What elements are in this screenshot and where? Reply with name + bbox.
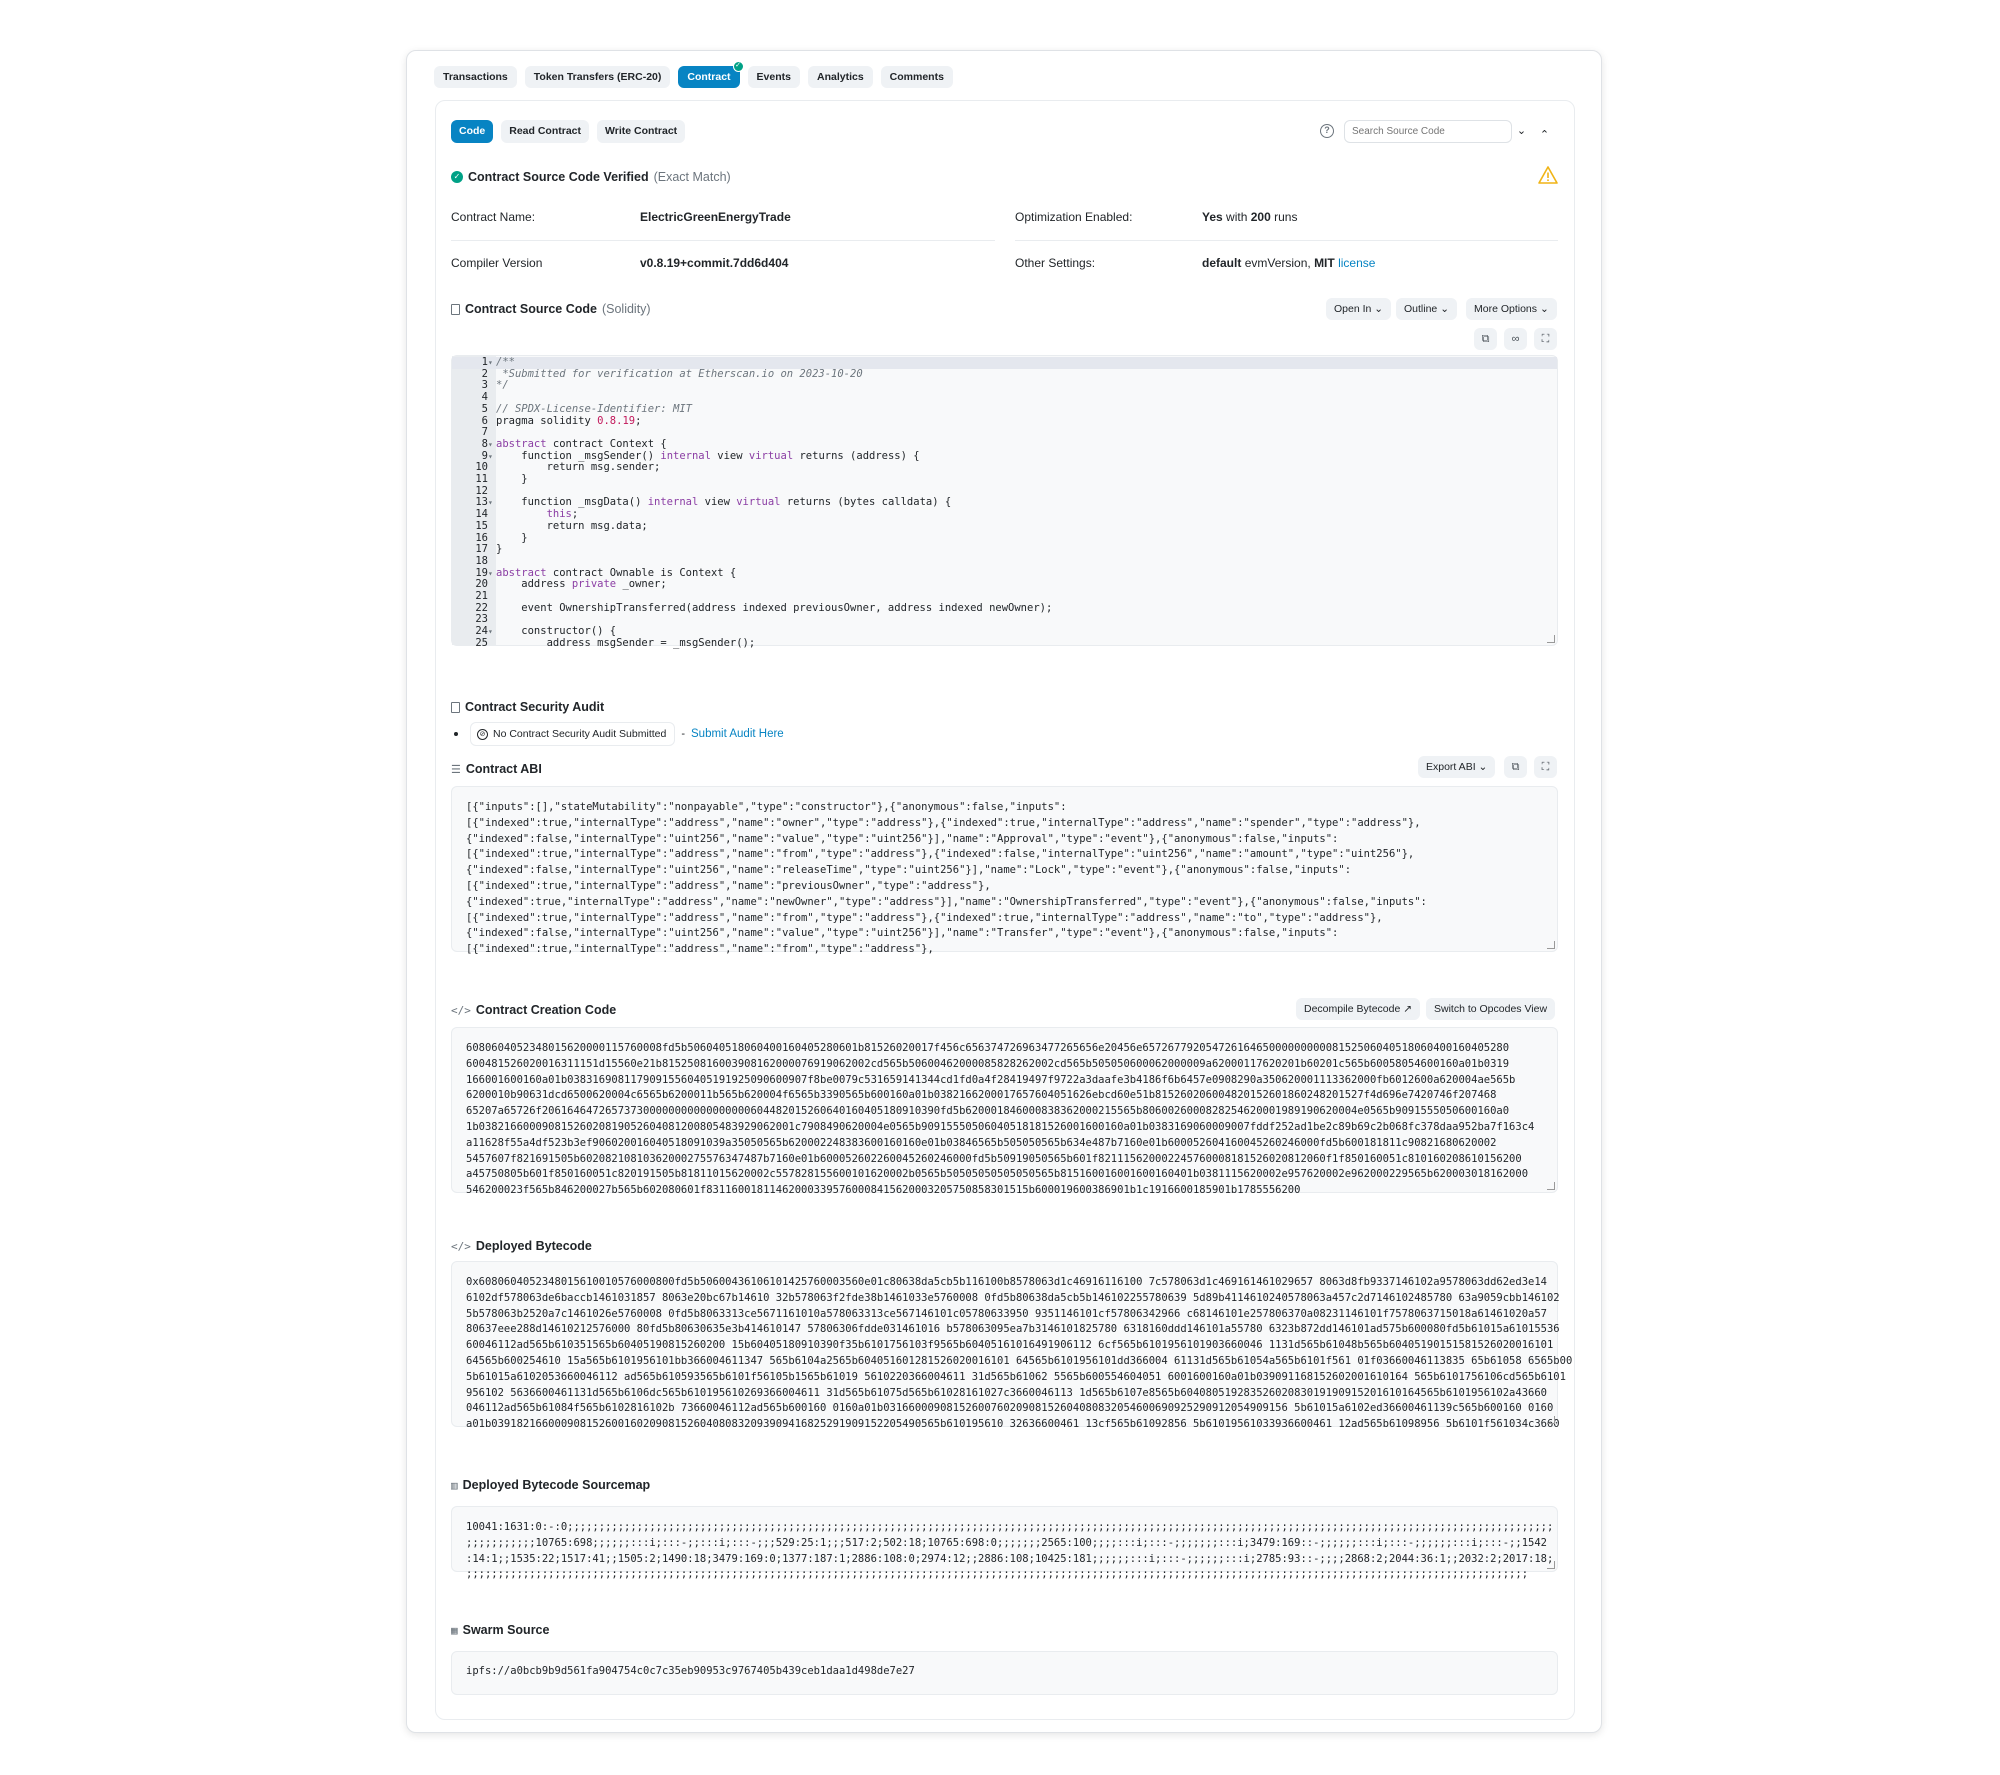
source-code-editor[interactable] [451, 355, 1558, 649]
contract-abi-title-text: Contract ABI [465, 762, 542, 776]
fold-spacer [488, 462, 496, 474]
line-number: 15 [475, 519, 488, 532]
line-number: 24 [475, 625, 488, 638]
sourcemap-textarea[interactable] [451, 1506, 1558, 1581]
fold-spacer [488, 533, 496, 545]
optimization-runs-suffix: runs [1274, 210, 1298, 224]
code-text: } [496, 543, 503, 556]
abi-line: [{"indexed":true,"internalType":"address","name":"from","type":"address"},{"indexed":false,"internalType":"uint256","name":"amount","type":"uint256"}, [466, 848, 1415, 861]
verified-status [451, 170, 731, 184]
deployed-bytecode-line: 64565b600254610 15a565b6101956101bb366004611347 565b6104a2565b604051601281526020016101 64565b6101956101dd366004 61131d565b61054a565b6101f561 01f03660046113835 65b61058 6565b00 [466, 1354, 1573, 1367]
code-text: function _msgSender() internal view virtual returns (address) { [496, 449, 920, 462]
fold-spacer [488, 392, 496, 404]
deployed-bytecode-line: 956102 5636600461131d565b6106dc565b610195610269366004611 31d565b61075d565b61028161027c3660046113 1d565b6107e8565b60408051928352602083019190915201610164565b6101956102a43660 [466, 1386, 1547, 1399]
code-text: event OwnershipTransferred(address indexed previousOwner, address indexed newOwner); [496, 601, 1053, 614]
audit-dash: - [681, 728, 686, 740]
external-link-icon: ↗ [1403, 1003, 1413, 1015]
code-line [452, 380, 1557, 392]
creation-code-title-text: Contract Creation Code [475, 1003, 617, 1017]
line-number: 10 [475, 461, 488, 474]
optimization-label: Optimization Enabled: [1015, 210, 1133, 224]
submit-audit-link[interactable]: Submit Audit Here [691, 728, 784, 740]
decompile-label: Decompile Bytecode [1304, 1003, 1401, 1015]
deployed-bytecode-line: 0x6080604052348015610010576000800fd5b50600436106101425760003560e01c80638da5cb5b116100b8578063d1c46916116100 7c578063d1c469161461029657 8063d8fb9337146102a9578063dd62ed3e14 [466, 1276, 1547, 1288]
main-tabs [434, 62, 953, 88]
code-text: */ [496, 379, 509, 392]
sourcemap-line: 10041:1631:0:-:0;;;;;;;;;;;;;;;;;;;;;;;;;;;;;;;;;;;;;;;;;;;;;;;;;;;;;;;;;;;;;;;;;;;;;;;;;;;;;;;;;;;;;;;;;;;;;;;;;;;;;;;;;;;;;;;;;;;;;;;;;;;;;;;;;;;;;;;;;;;;;;;;;;;;;;;;;;;; [466, 1521, 1554, 1533]
file-icon [451, 304, 460, 315]
fold-spacer [488, 474, 496, 486]
abi-line: [{"indexed":true,"internalType":"address","name":"from","type":"address"},{"indexed":true,"internalType":"address","name":"to","type":"address"}, [466, 911, 1383, 924]
open-in-button[interactable] [1326, 298, 1391, 320]
source-code-lang: (Solidity) [601, 302, 651, 316]
code-text: abstract contract Context { [496, 437, 667, 450]
abi-line: {"indexed":false,"internalType":"uint256","name":"releaseTime","type":"uint256"}],"name":"Lock","type":"event"},{"anonymous":false,"inputs": [466, 864, 1352, 877]
chevron-up-icon[interactable]: ⌃ [1539, 129, 1550, 141]
fold-arrow-icon[interactable]: ▾ [488, 358, 493, 367]
code-icon: </> [451, 1239, 471, 1253]
fold-spacer [488, 416, 496, 428]
optimization-with: with [1226, 210, 1248, 224]
fold-arrow-icon[interactable]: ▾ [488, 627, 493, 637]
switch-opcodes-label: Switch to Opcodes View [1434, 1003, 1548, 1015]
line-number: 21 [475, 590, 488, 602]
line-number: 1 [481, 356, 488, 368]
line-number: 2 [481, 367, 488, 380]
tab-token-transfers[interactable]: Token Transfers (ERC-20) [525, 66, 671, 88]
swarm-source-title [451, 1623, 549, 1637]
audit-row [454, 722, 784, 746]
line-number: 7 [481, 426, 488, 439]
subtab-code[interactable]: Code [451, 120, 493, 143]
chevron-down-icon: ⌄ [1440, 303, 1450, 315]
code-line [452, 533, 1557, 545]
resize-handle[interactable] [1547, 635, 1555, 643]
line-number: 3 [481, 379, 488, 392]
help-icon[interactable]: ? [1320, 124, 1334, 138]
outline-button[interactable] [1396, 298, 1457, 320]
deployed-bytecode-title-text: Deployed Bytecode [475, 1239, 592, 1253]
line-number: 11 [475, 473, 488, 485]
line-number: 17 [475, 543, 488, 556]
creation-code-line: 6200010b90631dcd6500620004c6565b6200011b565b620004f6565b3390565b600160a01b0382166200017657604051626ebcd60e51b815260206004820152601860248201527f4d696e7420746f207468 [466, 1089, 1497, 1102]
creation-code-title [451, 1003, 616, 1017]
outline-label: Outline [1404, 303, 1438, 315]
security-audit-title-text: Contract Security Audit [465, 700, 605, 714]
line-number: 4 [481, 391, 488, 404]
creation-code-line: 1b03821660009081526020819052604081200805483929062001c7908490620004e0565b90915550506040518181526001600160a01b0383169060009007fddf252ad1be2c89b69c2b068fc378daa952ba7f163c4 [466, 1120, 1535, 1133]
code-text: } [496, 473, 528, 485]
more-options-button[interactable] [1466, 298, 1557, 320]
line-number: 22 [475, 601, 488, 614]
code-text: } [496, 531, 528, 544]
verified-match: (Exact Match) [653, 170, 731, 184]
abi-line: {"indexed":true,"internalType":"address","name":"newOwner","type":"address"}],"name":"OwnershipTransferred","type":"event"},{"anonymous":false,"inputs": [466, 895, 1427, 908]
bullet [454, 732, 458, 736]
abi-line: [{"indexed":true,"internalType":"address","name":"previousOwner","type":"address"}, [466, 879, 991, 892]
decompile-bytecode-button[interactable] [1296, 998, 1420, 1020]
warning-icon[interactable] [1538, 166, 1558, 184]
abi-line: {"indexed":false,"internalType":"uint256","name":"value","type":"uint256"}],"name":"Transfer","type":"event"},{"anonymous":false,"inputs": [466, 927, 1339, 940]
code-line [452, 544, 1557, 556]
fold-arrow-icon[interactable]: ▾ [488, 439, 493, 449]
deployed-bytecode-line: a01b03918216600090815260016020908152604080832093909416825291909152205490565b610195610 32636600461 13cf565b61092856 5b61019561033936600461 12ad565b61098956 5b6101f561034c3660 [466, 1418, 1560, 1431]
link-icon[interactable]: ∞ [1504, 328, 1527, 350]
line-number: 19 [475, 566, 488, 579]
code-text: return msg.sender; [496, 461, 661, 474]
fullscreen-icon[interactable]: ⛶ [1534, 756, 1557, 778]
fold-spacer [488, 591, 496, 603]
line-number: 12 [475, 484, 488, 497]
grid-icon: ▦ [451, 1623, 458, 1637]
other-settings-label: Other Settings: [1015, 256, 1096, 270]
abi-line: {"indexed":false,"internalType":"uint256","name":"value","type":"uint256"}],"name":"Approval","type":"event"},{"anonymous":false,"inputs": [466, 832, 1339, 845]
fullscreen-icon[interactable]: ⛶ [1534, 328, 1557, 350]
code-line [452, 521, 1557, 533]
divider [451, 240, 995, 241]
divider [1015, 240, 1558, 241]
abi-textarea[interactable] [451, 786, 1558, 956]
compiler-row [451, 256, 542, 270]
deployed-bytecode-line: 5b578063b2520a7c1461026e5760008 0fd5b8063313ce5671161010a578063313ce567146101c05780633950 9351146101cf57806342966 c68146101e257806370a08231146101f7578063715018a61461020a57 [466, 1307, 1547, 1320]
swarm-source-value: ipfs://a0bcb9b9d561fa904754c0c7c35eb90953c9767405b439ceb1daa1d498de7e27 [466, 1665, 915, 1677]
tab-transactions[interactable]: Transactions [434, 66, 517, 88]
optimization-row [1015, 210, 1132, 224]
creation-code-textarea[interactable] [451, 1027, 1558, 1197]
code-text: return msg.data; [496, 519, 648, 532]
code-line [452, 462, 1557, 474]
code-text: this; [546, 508, 579, 521]
sourcemap-title-text: Deployed Bytecode Sourcemap [462, 1478, 651, 1492]
deployed-bytecode-line: 046112ad565b61084f565b6102816102b 73660046112ad565b600160 0160a01b0316600090815260076020908152604080832054600690925290912054909156 5b61015a6102ed36600461139c565b600160 0160 [466, 1402, 1554, 1415]
tab-events[interactable]: Events [748, 66, 800, 88]
line-number: 6 [481, 414, 488, 427]
code-text: address private _owner; [496, 578, 667, 591]
deployed-bytecode-line: 80637eee288d14610212576000 80fd5b80630635e3b414610147 57806306fdde031461016 b578063095ea7b3146101825780 6318160ddd146101a55780 6323b872dd146101ad575b600080fd5b61015a61015536 [466, 1323, 1560, 1336]
resize-handle[interactable] [1547, 1561, 1555, 1569]
line-number: 13 [475, 496, 488, 509]
line-number: 18 [475, 554, 488, 567]
code-text: /** [496, 356, 515, 368]
optimization-value [1202, 210, 1297, 224]
contract-subtabs [451, 120, 685, 143]
line-number: 5 [481, 402, 488, 415]
creation-code-line: a45750805b601f850160051c820191505b81811015620002c557828155600101620002b0565b50505050505050565b815160016001600160401b0381115620002e957620002e962000229565b620003018162000 [466, 1168, 1529, 1181]
code-line [452, 579, 1557, 591]
sourcemap-title [451, 1478, 650, 1492]
fold-arrow-icon[interactable]: ▾ [488, 451, 493, 461]
compiler-label: Compiler Version [451, 256, 543, 270]
no-entry-icon: ⊘ [477, 729, 488, 740]
switch-opcodes-button[interactable] [1426, 998, 1555, 1020]
creation-code-line: 166001600160a01b03831690811790915560405191925090600907f8be0079c531659141344cd1fd0a4f28419497f9722a3daafe3b4186f6b6457e0908290a350620001113362000fb6012600a620004ae565b [466, 1073, 1516, 1086]
fold-spacer [488, 556, 496, 568]
fold-spacer [488, 486, 496, 498]
code-text: abstract contract Ownable is Context { [496, 566, 737, 579]
no-audit-text: No Contract Security Audit Submitted [493, 728, 667, 740]
contract-name-row [451, 210, 535, 224]
export-abi-label: Export ABI [1426, 761, 1476, 773]
tab-contract-label: Contract [687, 71, 731, 83]
subtab-write-contract[interactable]: Write Contract [597, 120, 685, 143]
line-number: 9 [481, 449, 488, 462]
code-line [452, 603, 1557, 615]
resize-handle[interactable] [1547, 1182, 1555, 1190]
chevron-down-icon: ⌄ [1478, 761, 1488, 773]
check-circle-icon: ✓ [451, 171, 463, 183]
creation-code-line: 600481526020016311151d15560e21b815250816003908162000076919062002cd565b50600462000085828262002cd565b505050600062000009a62000117620201b60201c565b60058054600160a01b0319 [466, 1057, 1510, 1070]
swarm-source-box[interactable] [451, 1651, 1558, 1695]
code-text: constructor() { [496, 625, 617, 638]
other-mit: MIT [1314, 256, 1335, 270]
line-number: 14 [475, 508, 488, 521]
export-abi-button[interactable] [1418, 756, 1495, 778]
code-line [452, 497, 1557, 509]
map-icon: ▥ [451, 1478, 458, 1492]
line-number: 16 [475, 531, 488, 544]
fold-spacer [488, 509, 496, 521]
copy-icon[interactable]: ⧉ [1474, 328, 1497, 350]
creation-code-line: 6080604052348015620000115760008fd5b506040518060400160405280601b81526020017f456c656374726963477265656e20456e6572677920547261646500000000008152506040518060400160405280 [466, 1042, 1510, 1054]
verified-check-icon: ✓ [733, 61, 744, 72]
line-number: 20 [475, 578, 488, 591]
creation-code-line: a11628f55a4df523b3ef906020016040518091039a35050565b620002248383600160160e01b03846565b505050565b634e487b7160e01b600052604160045260246000fd5b600181811c90821680620002 [466, 1136, 1497, 1149]
other-default: default [1202, 256, 1242, 270]
file-icon [451, 702, 460, 713]
fold-spacer [488, 638, 496, 650]
more-options-label: More Options [1474, 303, 1538, 315]
abi-line: [{"inputs":[],"stateMutability":"nonpayable","type":"constructor"},{"anonymous":false,"inputs": [466, 801, 1067, 813]
security-audit-title [451, 700, 604, 714]
line-number: 25 [475, 636, 488, 649]
source-code-title-text: Contract Source Code [465, 302, 597, 316]
sourcemap-line: ;;;;;;;;;;;;;;;;;;;;;;;;;;;;;;;;;;;;;;;;;;;;;;;;;;;;;;;;;;;;;;;;;;;;;;;;;;;;;;;;;;;;;;;;;;;;;;;;;;;;;;;;;;;;;;;;;;;;;;;;;;;;;;;;;;;;;;;;;;;;;;;;;;;;;;;;;;;;;;;;;;;;;;;; [466, 1568, 1529, 1581]
code-line [452, 614, 1557, 626]
creation-code-line: 5457607f821691505b60208210810362000275576347487b7160e01b600052602260045260246000fd5b50919050565b601f821115620002245760008181526020812060f1f850160051c810160208610156200 [466, 1152, 1522, 1165]
fold-spacer [488, 603, 496, 615]
fold-spacer [488, 614, 496, 626]
other-evm: evmVersion, [1244, 256, 1311, 270]
resize-handle[interactable] [1547, 1416, 1555, 1424]
fold-spacer [488, 380, 496, 392]
verified-title: Contract Source Code Verified [468, 170, 649, 184]
code-line [452, 416, 1557, 428]
code-text: *Submitted for verification at Etherscan.io on 2023-10-20 [496, 367, 863, 380]
resize-handle[interactable] [1547, 941, 1555, 949]
tab-comments[interactable]: Comments [881, 66, 953, 88]
subtab-read-contract[interactable]: Read Contract [501, 120, 589, 143]
deployed-bytecode-line: 6102df578063de6baccb1461031857 8063e20bc67b14610 32b578063f2fde38b1461033e5760008 0fd5b80638da5cb5b146102255780639 5d89b4114610240578063a457c2d7146102485780 63a9059cbb146102 [466, 1291, 1560, 1304]
tab-contract[interactable] [678, 62, 741, 88]
swarm-source-title-text: Swarm Source [462, 1623, 550, 1637]
other-settings-row [1015, 256, 1095, 270]
chevron-down-icon: ⌄ [1539, 303, 1549, 315]
code-icon: </> [451, 1003, 471, 1017]
search-source-code-input[interactable] [1344, 120, 1512, 143]
abi-line: [{"indexed":true,"internalType":"address","name":"from","type":"address"}, [466, 943, 934, 956]
fold-spacer [488, 521, 496, 533]
contract-name-label: Contract Name: [451, 210, 536, 224]
sourcemap-line: :14:1;;1535:22;1517:41;;1505:2;1490:18;3479:169:0;1377:187:1;2886:108:0;2974:12;;2886:108;10425:181;;;;;;:::i;:::-;;;;;;:::i;2785:93::-;;;;2868:2;2044:36:1;;2032:2;2017:18; [466, 1552, 1554, 1565]
fold-arrow-icon[interactable]: ▾ [488, 568, 493, 578]
deployed-bytecode-textarea[interactable] [451, 1261, 1573, 1431]
open-in-label: Open In [1334, 303, 1372, 315]
fold-arrow-icon[interactable]: ▾ [488, 498, 493, 508]
creation-code-line: 546200023f565b846200027b565b602080601f831160018114620003395760008415620003205750858301515b600019600386901b1c1916600185901b1785556200 [466, 1184, 1301, 1197]
fold-spacer [488, 404, 496, 416]
contract-name-value: ElectricGreenEnergyTrade [640, 210, 791, 224]
chevron-down-icon: ⌄ [1374, 303, 1384, 315]
deployed-bytecode-line: 5b61015a6102053660046112 ad565b610593565b6101f56105b1565b61019 5610220366004611 31d565b61062 5565b600554604051 6001600160a01b039091168152602001610164 565b6101756106cd565b6101 [466, 1370, 1566, 1383]
creation-code-line: 65207a65726f206164647265737300000000000000000604482015260640160405180910390fd5b620001846000838362000215565b8060026000828254620001989190620004e0565b9091555050600160a0 [466, 1105, 1510, 1118]
line-number: 8 [481, 437, 488, 450]
abi-line: [{"indexed":true,"internalType":"address","name":"owner","type":"address"},{"indexed":true,"internalType":"address","name":"spender","type":"address"}, [466, 816, 1421, 829]
deployed-bytecode-title [451, 1239, 592, 1253]
other-settings-value [1202, 256, 1375, 270]
fold-spacer [488, 544, 496, 556]
optimization-yes: Yes [1202, 210, 1223, 224]
contract-abi-title [451, 762, 542, 776]
code-line [452, 474, 1557, 486]
code-text: address msgSender = _msgSender(); [496, 636, 756, 649]
fold-spacer [488, 579, 496, 591]
copy-icon[interactable]: ⧉ [1504, 756, 1527, 778]
fold-spacer [488, 369, 496, 381]
sourcemap-line: ;;;;;;;;;;;10765:698;;;;;;:::i;:::-;;:::i;:::-;;;529:25:1;;;517:2;502:18;10765:698:0;;;;;;;2565:100;;;;:::i;:::-;;;;;;;:::i;3479:169::-;;;;;;:::i;:::-;;;;;;:::i;:::-;;1542 [466, 1536, 1547, 1549]
optimization-runs: 200 [1250, 210, 1271, 224]
code-text: // SPDX-License-Identifier: MIT [496, 402, 692, 415]
compiler-value: v0.8.19+commit.7dd6d404 [640, 256, 789, 270]
line-number: 23 [475, 613, 488, 626]
deployed-bytecode-line: 60046112ad565b610351565b60405190815260200 15b60405180910390f35b6101756103f9565b60405161016491906112 6cf565b6101956101903660046 1131d565b61048b565b60405190151581526020016101 [466, 1339, 1554, 1352]
license-link[interactable]: license [1338, 256, 1376, 270]
code-text: pragma solidity 0.8.19; [496, 414, 642, 427]
code-line [452, 638, 1557, 650]
tab-analytics[interactable]: Analytics [808, 66, 873, 88]
fold-spacer [488, 427, 496, 439]
source-code-title [451, 302, 651, 316]
no-audit-badge [470, 722, 675, 746]
code-text: function _msgData() internal view virtual returns (bytes calldata) { [496, 496, 952, 509]
chevron-down-icon[interactable]: ⌄ [1516, 125, 1527, 137]
list-icon: ☰ [451, 762, 461, 776]
code-line [452, 369, 1557, 381]
